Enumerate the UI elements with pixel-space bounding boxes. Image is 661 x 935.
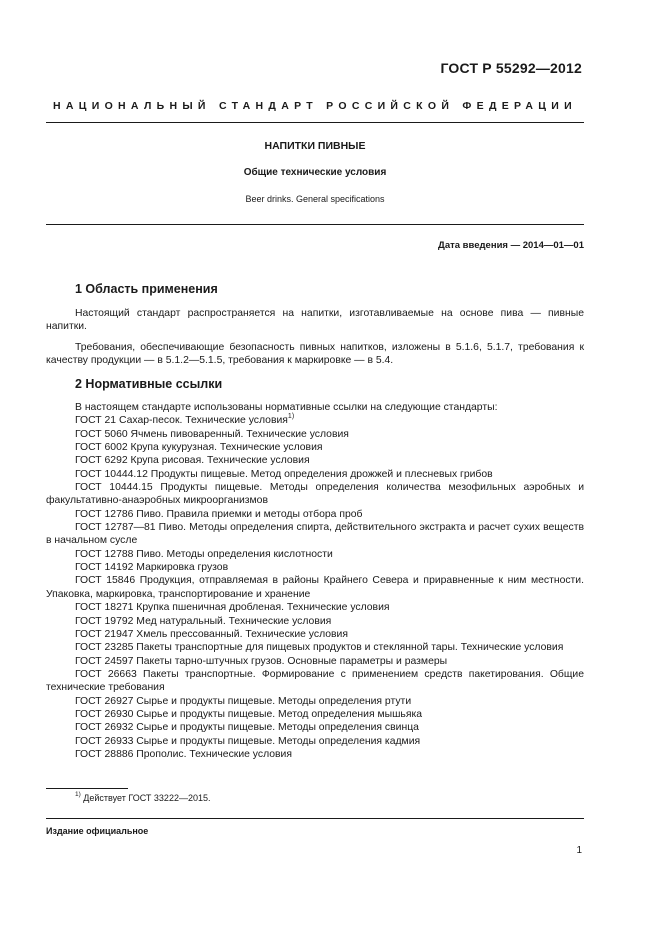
section-2-body: [46, 401, 584, 761]
reference-item: ГОСТ 10444.12 Продукты пищевые. Метод определения дрожжей и плесневых грибов: [75, 468, 493, 480]
reference-item: ГОСТ 26932 Сырье и продукты пищевые. Методы определения свинца: [75, 722, 419, 734]
reference-item: ГОСТ 6292 Крупа рисовая. Технические условия: [75, 455, 310, 467]
footnote-mark: 1): [75, 791, 81, 798]
reference-item: ГОСТ 28886 Прополис. Технические условия: [75, 748, 292, 760]
header-divider: [46, 122, 584, 123]
document-english-title: Beer drinks. General specifications: [245, 194, 385, 204]
reference-item: ГОСТ 26933 Сырье и продукты пищевые. Методы определения кадмия: [75, 735, 421, 747]
reference-item: ГОСТ 15846 Продукция, отправляемая в районы Крайнего Севера и приравненные к ним местности. Упаковка, маркировка, транспортирование и хранение: [46, 575, 584, 600]
reference-item: ГОСТ 26927 Сырье и продукты пищевые. Методы определения ртути: [75, 695, 412, 707]
section-1-body: [46, 307, 584, 367]
reference-item: ГОСТ 24597 Пакеты тарно-штучных грузов. Основные параметры и размеры: [75, 655, 448, 667]
section-1-heading: 1 Область применения: [75, 282, 218, 296]
reference-item: ГОСТ 26930 Сырье и продукты пищевые. Метод определения мышьяка: [75, 708, 423, 720]
reference-item: ГОСТ 18271 Крупка пшеничная дробленая. Технические условия: [75, 602, 390, 614]
national-standard-banner: НАЦИОНАЛЬНЫЙ СТАНДАРТ РОССИЙСКОЙ ФЕДЕРАЦИИ: [53, 100, 577, 112]
footnote-reference: 1): [287, 412, 295, 420]
reference-item: ГОСТ 21947 Хмель прессованный. Технические условия: [75, 628, 348, 640]
footnote-divider: [46, 788, 128, 789]
reference-item: ГОСТ 23285 Пакеты транспортные для пищевых продуктов и стеклянной тары. Технические условия: [75, 642, 564, 654]
reference-item: ГОСТ 21 Сахар-песок. Технические условия$^{1)}$: [75, 412, 295, 427]
reference-item: ГОСТ 6002 Крупа кукурузная. Технические условия: [75, 442, 323, 454]
footnote-text: Действует ГОСТ 33222—2015.: [83, 793, 211, 803]
reference-item: ГОСТ 12787—81 Пиво. Методы определения спирта, действительного экстракта и расчет сухих веществ в начальном сусле: [46, 522, 584, 547]
title-divider: [46, 224, 584, 225]
footnote: [75, 793, 210, 803]
gost-number: ГОСТ Р 55292—2012: [440, 60, 582, 76]
document-title: НАПИТКИ ПИВНЫЕ: [264, 140, 366, 152]
footer-divider: [46, 818, 584, 819]
section-2-intro: В настоящем стандарте использованы нормативные ссылки на следующие стандарты:: [75, 402, 498, 413]
page-number: 1: [576, 845, 582, 856]
reference-item: ГОСТ 10444.15 Продукты пищевые. Методы определения количества мезофильных аэробных и факультативно-анаэробных микроорганизмов: [46, 482, 584, 507]
document-subtitle: Общие технические условия: [243, 167, 387, 178]
reference-item: ГОСТ 26663 Пакеты транспортные. Формирование с применением средств пакетирования. Общие технические требования: [46, 668, 584, 694]
reference-item: ГОСТ 12788 Пиво. Методы определения кислотности: [75, 548, 333, 560]
intro-date: Дата введения — 2014—01—01: [438, 240, 584, 251]
section-1-paragraph-2: Требования, обеспечивающие безопасность пивных напитков, изложены в 5.1.6, 5.1.7, требования к качеству продукции — в 5.1.2—5.1.5, требования к маркировке — в 5.4.: [46, 341, 584, 367]
reference-item: ГОСТ 14192 Маркировка грузов: [75, 562, 229, 574]
reference-list: [46, 414, 584, 761]
reference-item: ГОСТ 19792 Мед натуральный. Технические условия: [75, 615, 332, 627]
reference-item: ГОСТ 5060 Ячмень пивоваренный. Технические условия: [75, 428, 349, 440]
edition-label: Издание официальное: [46, 826, 149, 836]
reference-item: ГОСТ 12786 Пиво. Правила приемки и методы отбора проб: [75, 508, 363, 520]
section-2-heading: 2 Нормативные ссылки: [75, 377, 223, 391]
section-1-paragraph-1: Настоящий стандарт распространяется на напитки, изготавливаемые на основе пива — пивные напитки.: [46, 308, 584, 333]
